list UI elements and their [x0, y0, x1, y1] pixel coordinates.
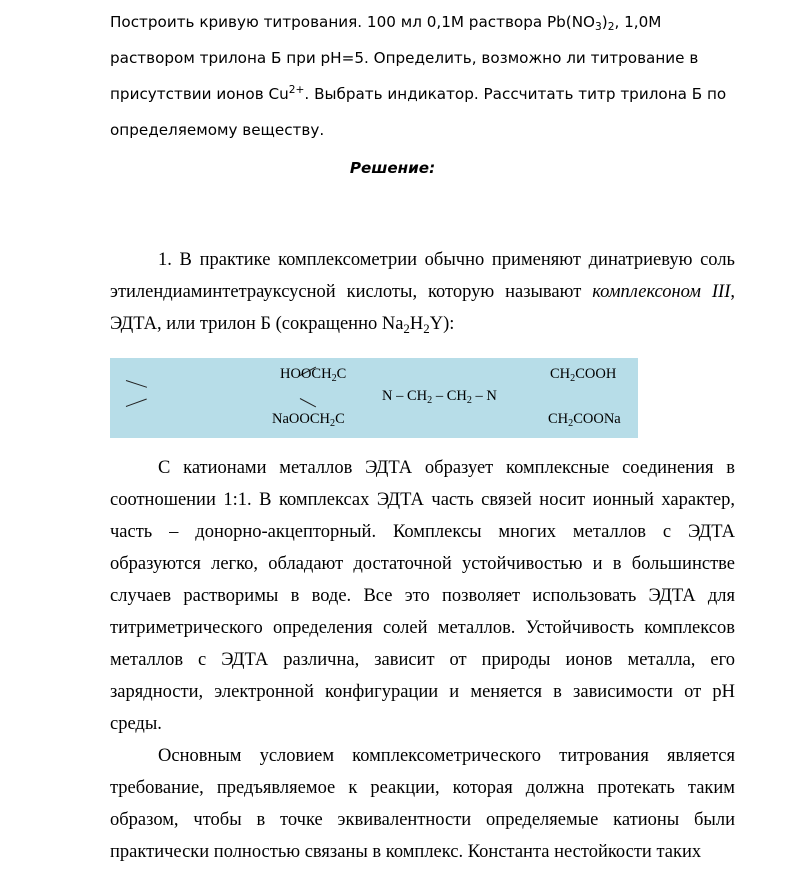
paragraph-1: 1. В практике комплексометрии обычно применяют динатриевую соль этилендиаминтетрауксусной кислоты, которую называют комплексоном III, ЭДТА, или трилон Б (сокращенно $Na_2H_2Y$):	[110, 250, 735, 336]
edta-structural-formula	[110, 358, 638, 438]
task-statement: Построить кривую титрования. 100 мл 0,1М раствора $Pb(NO_3)_2$, 1,0М раствором трилона Б при рН=5. Определить, возможно ли титрование в присутствии ионов $Cu^{2+}$. Выбрать индикатор. Рассчитать титр трилона Б по определяемому веществу.	[110, 13, 727, 139]
solution-heading: Решение:	[349, 159, 436, 177]
bond-line-icon	[126, 380, 147, 388]
bond-line-icon	[126, 399, 147, 407]
paragraph-3: Основным условием комплексометрического титрования является требование, предъявляемое к реакции, которая должна протекать таким образом, чтобы в точке эквивалентности определяемые катионы были практически полностью связаны в комплекс. Константа нестойкости таких	[110, 746, 735, 862]
bond-line-icon	[300, 398, 316, 407]
paragraph-2: С катионами металлов ЭДТА образует комплексные соединения в соотношении 1:1. В комплексах ЭДТА часть связей носит ионный характер, часть – донорно-акцепторный. Комплексы многих металлов с ЭДТА образуются легко, обладают достаточной устойчивостью и в большинстве случаев растворимы в воде. Все это позволяет использовать ЭДТА для титриметрического определения солей металлов. Устойчивость комплексов металлов с ЭДТА различна, зависит от природы ионов металла, его зарядности, электронной конфигурации и меняется в зависимости от рН среды.	[110, 458, 735, 734]
formula-top-right: $CH_2COOH$	[550, 366, 617, 385]
formula-bottom-right: $CH_2COONa$	[548, 411, 621, 430]
formula-top-left: $HOOCH_2C$	[280, 366, 347, 385]
formula-bottom-left: NaOOCH$_2$C	[272, 411, 345, 430]
formula-center-chain: N – $CH_2 - CH_2$ – N	[382, 388, 497, 407]
